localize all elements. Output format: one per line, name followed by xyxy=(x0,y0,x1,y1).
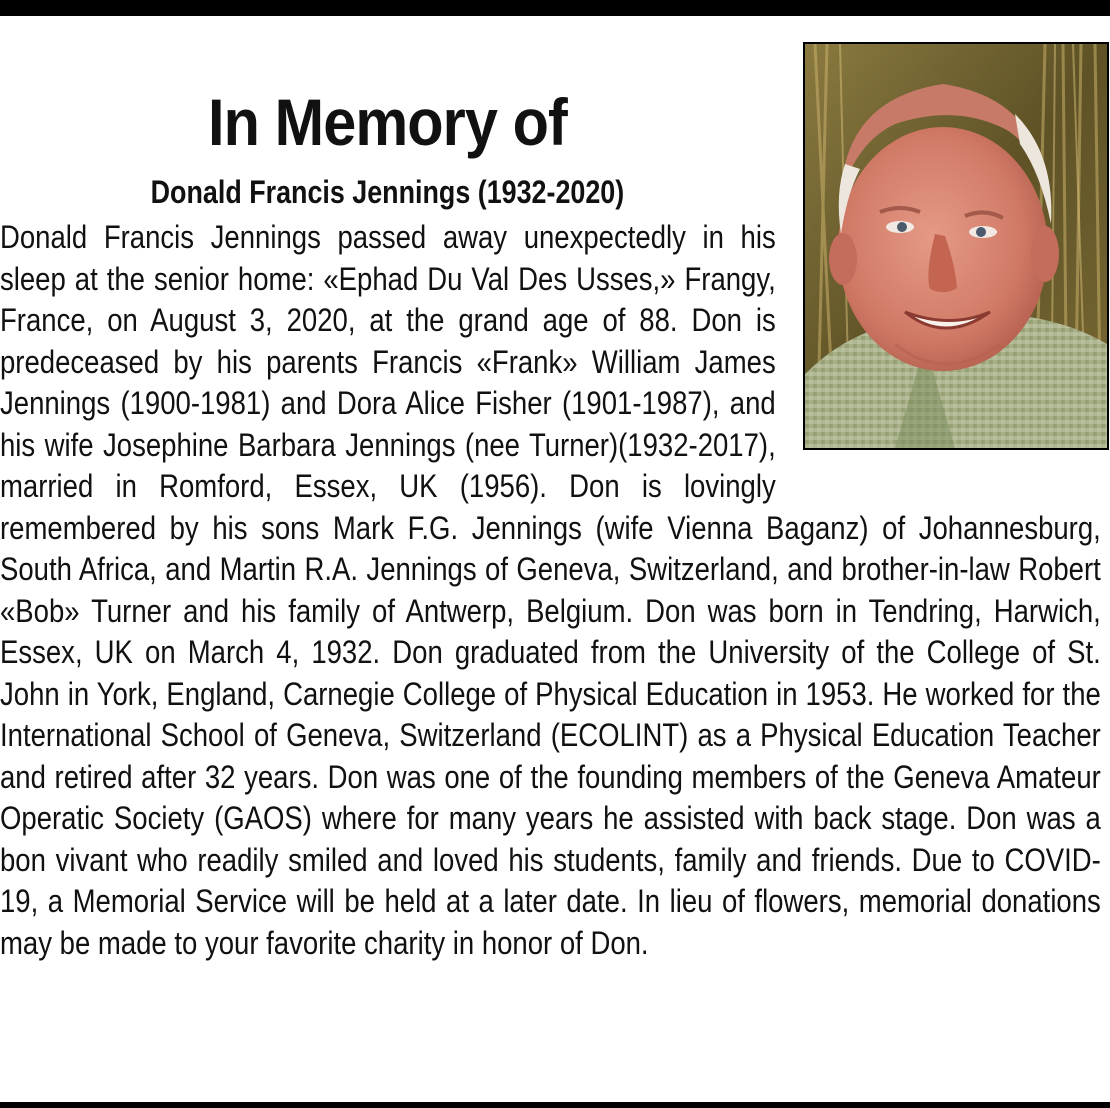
bottom-rule xyxy=(0,1102,1110,1108)
notice-heading: In Memory of xyxy=(208,85,567,159)
obituary-body-text: Donald Francis Jennings passed away unexpectedly in his sleep at the senior home: «Ephad Du Val Des Usses,» Frangy, France, on August 3, 2020, at the grand age of 88. Don is predeceased by his parents Francis «Frank» William James Jennings (1900-1981) and Dora Alice Fisher (1901-1987), and his wife Josephine Barbara Jennings (nee Turner)(1932-2017), married in Romford, Essex, UK (1956). Don is lovingly remembered by his sons Mark F.G. Jennings (wife Vienna Baganz) of Johannesburg, South Africa, and Martin R.A. Jennings of Geneva, Switzerland, and brother-in-law Robert «Bob» Turner and his family of Antwerp, Belgium. Don was born in Tendring, Harwich, Essex, UK on March 4, 1932. Don graduated from the University of the College of St. John in York, England, Carnegie College of Physical Education in 1953. He worked for the International School of Geneva, Switzerland (ECOLINT) as a Physical Education Teacher and retired after 32 years. Don was one of the founding members of the Geneva Amateur Operatic Society (GAOS) where for many years he assisted with back stage. Don was a bon vivant who readily smiled and loved his students, family and friends. Due to COVID-19, a Memorial Service will be held at a later date. In lieu of flowers, memorial donations may be made to your favorite charity in honor of Don. xyxy=(0,219,1101,961)
photo-wrap-spacer xyxy=(776,217,1101,507)
deceased-name-line: Donald Francis Jennings (1932-2020) xyxy=(150,174,625,210)
obituary-body xyxy=(0,217,1101,964)
top-rule xyxy=(0,0,1110,16)
